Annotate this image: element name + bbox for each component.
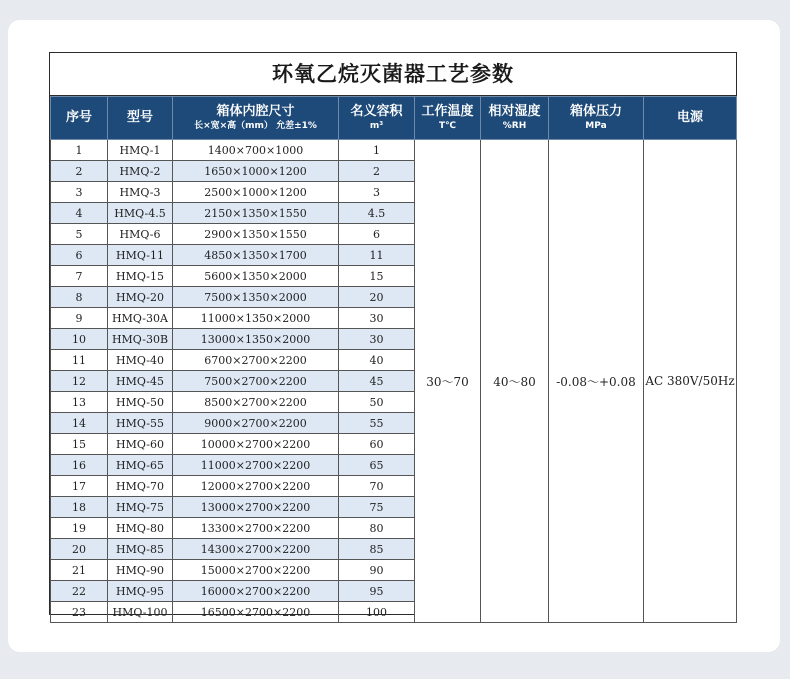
cell-volume: 100 (339, 602, 415, 623)
cell-size: 11000×1350×2000 (173, 308, 339, 329)
cell-volume: 4.5 (339, 203, 415, 224)
cell-size: 2900×1350×1550 (173, 224, 339, 245)
cell-size: 14300×2700×2200 (173, 539, 339, 560)
merged-humidity: 40～80 (481, 140, 549, 623)
cell-no: 20 (51, 539, 108, 560)
cell-volume: 75 (339, 497, 415, 518)
cell-model: HMQ-1 (108, 140, 173, 161)
cell-size: 1650×1000×1200 (173, 161, 339, 182)
cell-volume: 65 (339, 455, 415, 476)
cell-model: HMQ-2 (108, 161, 173, 182)
cell-no: 13 (51, 392, 108, 413)
cell-model: HMQ-6 (108, 224, 173, 245)
cell-size: 16500×2700×2200 (173, 602, 339, 623)
cell-size: 11000×2700×2200 (173, 455, 339, 476)
cell-model: HMQ-90 (108, 560, 173, 581)
cell-volume: 6 (339, 224, 415, 245)
merged-pressure: -0.08～+0.08 (549, 140, 644, 623)
header-size: 箱体内腔尺寸 长×宽×高（mm） 允差±1% (173, 97, 339, 140)
cell-model: HMQ-75 (108, 497, 173, 518)
cell-no: 3 (51, 182, 108, 203)
cell-model: HMQ-3 (108, 182, 173, 203)
cell-model: HMQ-100 (108, 602, 173, 623)
cell-size: 2500×1000×1200 (173, 182, 339, 203)
cell-no: 12 (51, 371, 108, 392)
cell-volume: 70 (339, 476, 415, 497)
cell-no: 21 (51, 560, 108, 581)
cell-model: HMQ-45 (108, 371, 173, 392)
cell-no: 17 (51, 476, 108, 497)
cell-no: 9 (51, 308, 108, 329)
cell-no: 18 (51, 497, 108, 518)
merged-temp: 30～70 (415, 140, 481, 623)
cell-volume: 90 (339, 560, 415, 581)
cell-model: HMQ-80 (108, 518, 173, 539)
cell-no: 8 (51, 287, 108, 308)
cell-volume: 30 (339, 308, 415, 329)
cell-size: 7500×2700×2200 (173, 371, 339, 392)
cell-volume: 1 (339, 140, 415, 161)
cell-model: HMQ-65 (108, 455, 173, 476)
table-title: 环氧乙烷灭菌器工艺参数 (50, 53, 736, 96)
cell-model: HMQ-60 (108, 434, 173, 455)
cell-model: HMQ-4.5 (108, 203, 173, 224)
cell-no: 7 (51, 266, 108, 287)
cell-no: 14 (51, 413, 108, 434)
cell-size: 6700×2700×2200 (173, 350, 339, 371)
cell-size: 2150×1350×1550 (173, 203, 339, 224)
cell-size: 13300×2700×2200 (173, 518, 339, 539)
cell-model: HMQ-70 (108, 476, 173, 497)
spec-table (50, 96, 737, 623)
cell-size: 10000×2700×2200 (173, 434, 339, 455)
cell-model: HMQ-85 (108, 539, 173, 560)
cell-no: 11 (51, 350, 108, 371)
table-body (51, 140, 737, 623)
cell-model: HMQ-50 (108, 392, 173, 413)
cell-size: 8500×2700×2200 (173, 392, 339, 413)
cell-model: HMQ-11 (108, 245, 173, 266)
cell-no: 16 (51, 455, 108, 476)
cell-size: 5600×1350×2000 (173, 266, 339, 287)
header-no: 序号 (51, 97, 108, 140)
cell-volume: 20 (339, 287, 415, 308)
merged-power: AC 380V/50Hz (644, 140, 737, 623)
cell-no: 15 (51, 434, 108, 455)
cell-volume: 2 (339, 161, 415, 182)
cell-volume: 55 (339, 413, 415, 434)
cell-size: 16000×2700×2200 (173, 581, 339, 602)
header-volume: 名义容积 m³ (339, 97, 415, 140)
cell-no: 4 (51, 203, 108, 224)
spec-table-frame (49, 52, 737, 619)
cell-model: HMQ-95 (108, 581, 173, 602)
cell-volume: 11 (339, 245, 415, 266)
cell-model: HMQ-55 (108, 413, 173, 434)
cell-model: HMQ-40 (108, 350, 173, 371)
cell-volume: 60 (339, 434, 415, 455)
cell-size: 9000×2700×2200 (173, 413, 339, 434)
cell-size: 15000×2700×2200 (173, 560, 339, 581)
cell-model: HMQ-30B (108, 329, 173, 350)
cell-size: 4850×1350×1700 (173, 245, 339, 266)
cell-no: 23 (51, 602, 108, 623)
cell-size: 13000×2700×2200 (173, 497, 339, 518)
cell-volume: 45 (339, 371, 415, 392)
cell-size: 1400×700×1000 (173, 140, 339, 161)
cell-no: 19 (51, 518, 108, 539)
header-power: 电源 (644, 97, 737, 140)
cell-volume: 80 (339, 518, 415, 539)
cell-volume: 30 (339, 329, 415, 350)
cell-no: 22 (51, 581, 108, 602)
cell-volume: 3 (339, 182, 415, 203)
cell-no: 5 (51, 224, 108, 245)
header-temperature: 工作温度 T℃ (415, 97, 481, 140)
cell-model: HMQ-15 (108, 266, 173, 287)
cell-model: HMQ-30A (108, 308, 173, 329)
table-row (51, 140, 737, 161)
header-row (51, 97, 737, 140)
header-pressure: 箱体压力 MPa (549, 97, 644, 140)
cell-volume: 15 (339, 266, 415, 287)
cell-volume: 40 (339, 350, 415, 371)
cell-size: 12000×2700×2200 (173, 476, 339, 497)
cell-size: 7500×1350×2000 (173, 287, 339, 308)
cell-size: 13000×1350×2000 (173, 329, 339, 350)
cell-volume: 85 (339, 539, 415, 560)
header-humidity: 相对湿度 %RH (481, 97, 549, 140)
header-model: 型号 (108, 97, 173, 140)
cell-no: 1 (51, 140, 108, 161)
cell-no: 2 (51, 161, 108, 182)
cell-no: 10 (51, 329, 108, 350)
cell-volume: 50 (339, 392, 415, 413)
cell-no: 6 (51, 245, 108, 266)
cell-model: HMQ-20 (108, 287, 173, 308)
cell-volume: 95 (339, 581, 415, 602)
